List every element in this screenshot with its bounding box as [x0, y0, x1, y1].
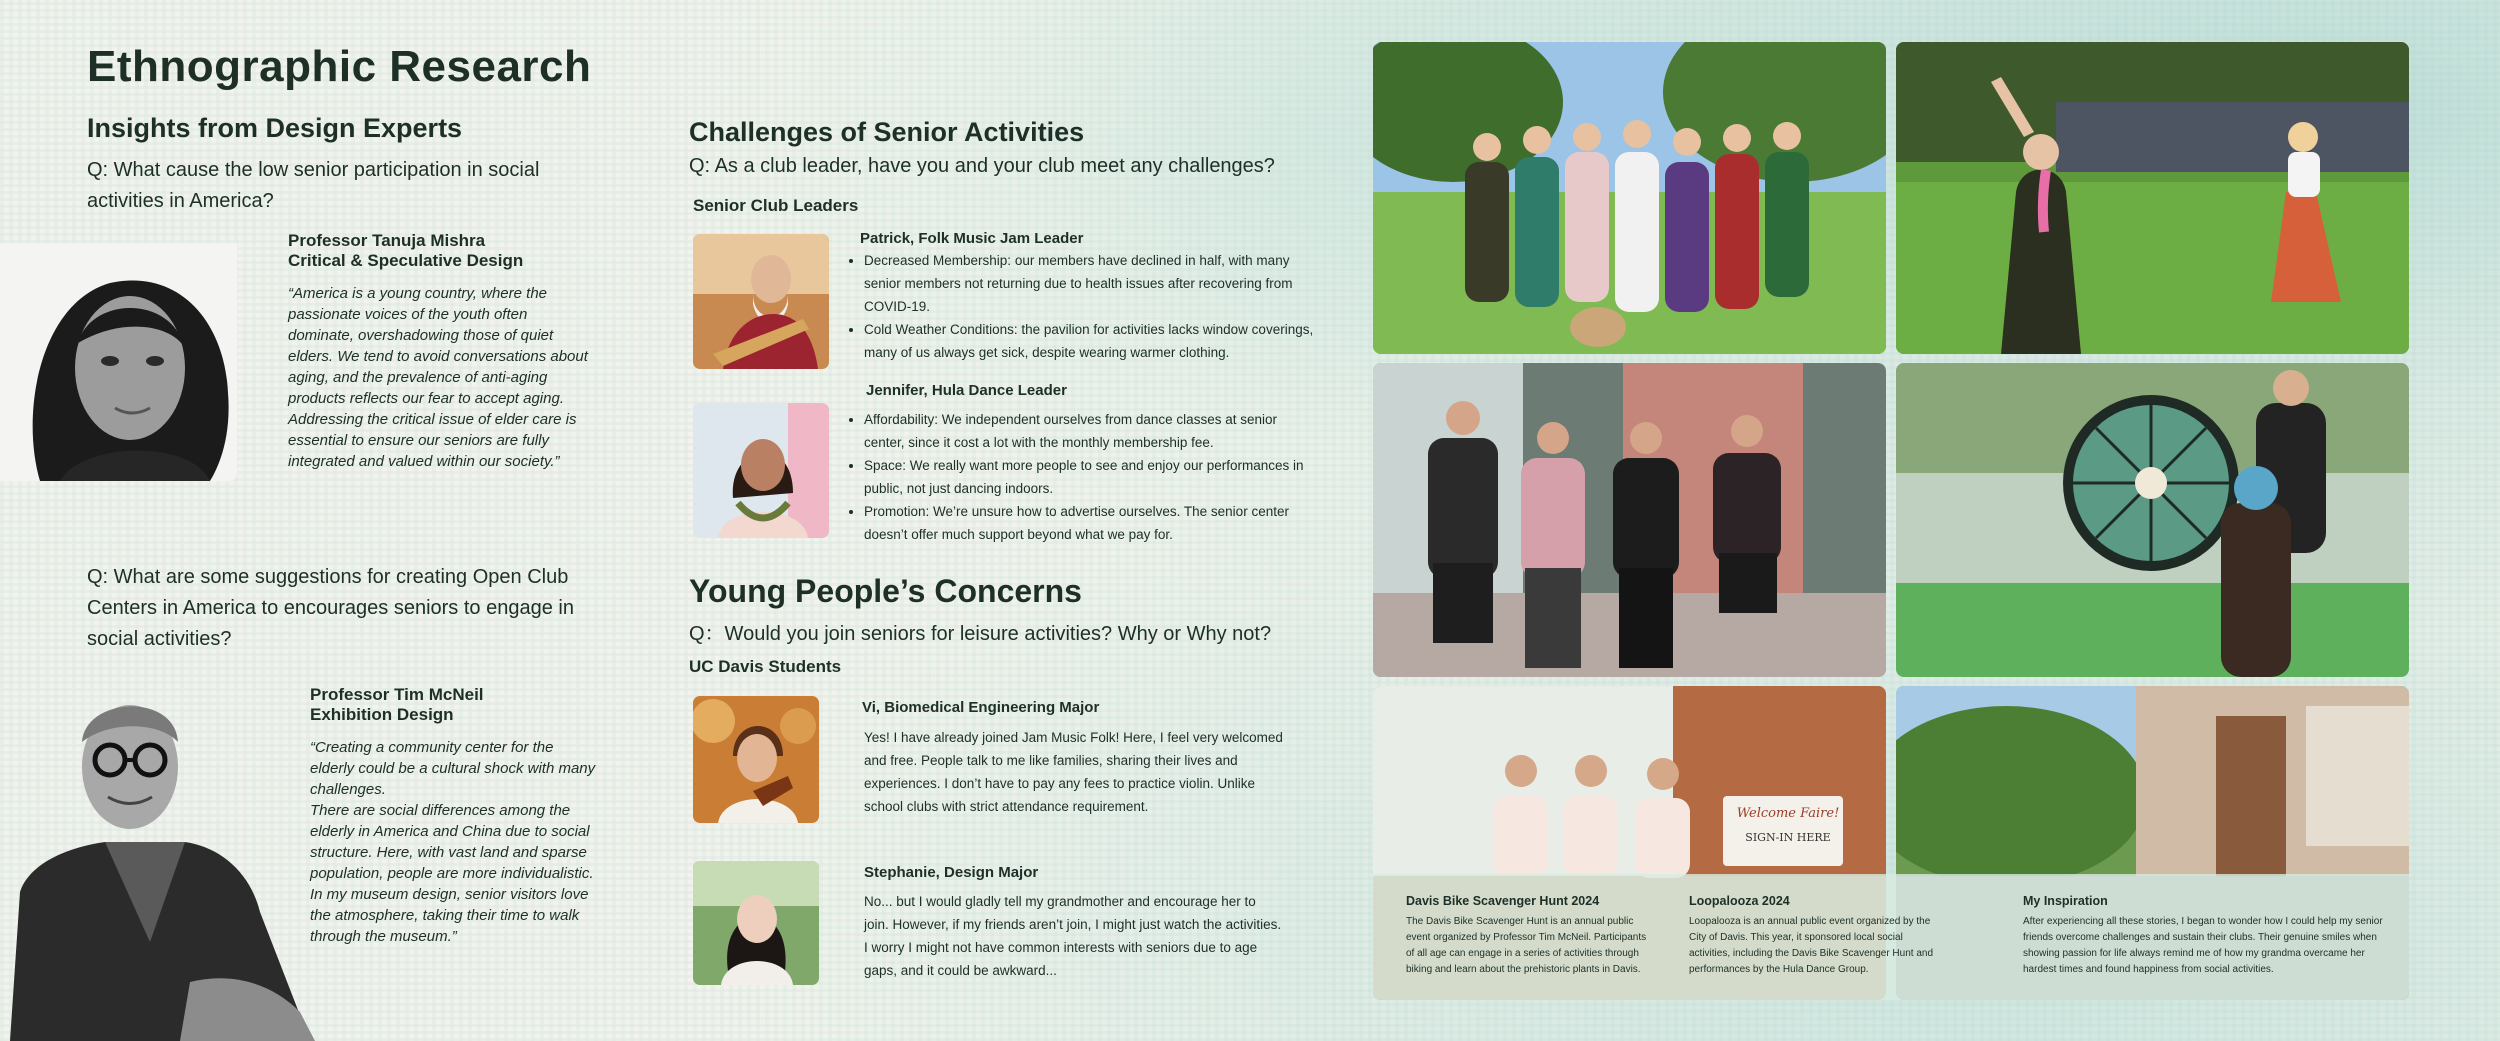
prof1-name: Professor Tanuja Mishra [288, 231, 486, 250]
jennifer-point: • Space: We really want more people to see and enjoy our performances in public, not just dancing indoors. [864, 454, 1314, 500]
caption-text: After experiencing all these stories, I began to wonder how I could help my senior friends overcome challenges and sustain their clubs. Their genuine smiles when showing passion for life always remind me of how my grandma overcame her hardest times and found happiness from social activities. [2023, 916, 2383, 975]
question-2: Q: What are some suggestions for creating Open Club Centers in America to encourages seniors to engage in social activities? [87, 566, 574, 650]
caption-inspiration [2023, 894, 2383, 978]
senior-leaders-label: Senior Club Leaders [693, 196, 859, 215]
leader-jennifer-points [850, 408, 1314, 546]
prof2-quote-part1: “Creating a community center for the elderly could be a cultural shock with many challenges. [310, 739, 596, 798]
prof2-quote-part3: In my museum design, senior visitors love the atmosphere, taking their time to walk through the museum.” [310, 886, 589, 945]
photo-hula-group [1373, 42, 1886, 354]
prof1-quote-part1: “America is a young country, where the passionate voices of the youth often dominate, overshadowing those of quiet elders. We tend to avoid conversations about aging, and the prevalence of anti-aging products reflects our fear to accept aging. [288, 285, 588, 407]
jennifer-point: • Affordability: We independent ourselves from dance classes at senior center, since it cost a lot with the monthly membership fee. [864, 408, 1314, 454]
prof2-role: Exhibition Design [310, 705, 454, 724]
photo-hula-dance [1896, 42, 2409, 354]
photo-patrick [693, 234, 829, 369]
photo-stephanie [693, 861, 819, 985]
caption-text: The Davis Bike Scavenger Hunt is an annual public event organized by Professor Tim McNeil. Participants of all age can engage in a series of activities through biking and learn about the prehistoric plants in Davis. [1406, 916, 1647, 975]
sign-welcome: Welcome Faire! [1736, 806, 1840, 821]
caption-bike-hunt [1406, 894, 1656, 978]
jennifer-point: • Promotion: We’re unsure how to advertise ourselves. The senior center doesn’t offer much support beyond what we pay for. [864, 500, 1314, 546]
leader-patrick-name: Patrick, Folk Music Jam Leader [860, 230, 1084, 247]
experts-heading: Insights from Design Experts [87, 113, 463, 143]
students-label: UC Davis Students [689, 657, 842, 676]
prof2-quote-part2: There are social differences among the elderly in America and China due to social structure. Here, with vast land and sparse population, people are more individualistic. [310, 802, 594, 882]
caption-text: Loopalooza is an annual public event organized by the City of Davis. This year, it sponsored local social activities, including the Davis Bike Scavenger Hunt and performances by the Hula Dance Group. [1689, 916, 1934, 975]
photo-jennifer [693, 403, 829, 538]
student-vi-text: Yes! I have already joined Jam Music Folk! Here, I feel very welcomed and free. People talk to me like families, sharing their lives and experiences. I don’t have to pay any fees to practice violin. Unlike school clubs with strict attendance requirement. [864, 730, 1283, 814]
prof1-quote-part2: Addressing the critical issue of elder care is essential to ensure our seniors are fully integrated and valued within our society.” [288, 411, 577, 470]
sign-sign-in: SIGN-IN HERE [1745, 831, 1831, 844]
caption-title: Davis Bike Scavenger Hunt 2024 [1406, 894, 1600, 908]
portrait-tim-mcneil [10, 682, 315, 1041]
challenges-heading: Challenges of Senior Activities [689, 117, 1085, 147]
prof1-quote [288, 283, 588, 472]
student-stephanie-name: Stephanie, Design Major [864, 864, 1039, 881]
question-1: Q: What cause the low senior participation in social activities in America? [87, 159, 540, 212]
prof1-role: Critical & Speculative Design [288, 251, 524, 270]
patrick-point: • Cold Weather Conditions: the pavilion for activities lacks window coverings, many of us always get sick, despite wearing warmer clothing. [864, 318, 1314, 364]
portrait-tanuja-mishra [0, 243, 237, 481]
photo-four-women [1373, 363, 1886, 677]
young-question: Q：Would you join seniors for leisure activities? Why or Why not? [689, 623, 1272, 645]
photo-vi [693, 696, 819, 823]
leader-patrick-points [850, 249, 1314, 364]
caption-title: Loopalooza 2024 [1689, 894, 1790, 908]
prof2-quote [310, 737, 600, 947]
student-stephanie-text: No... but I would gladly tell my grandmother and encourage her to join. However, if my friends aren’t join, I might just watch the activities. I worry I might not have common interests with seniors due to age gaps, and it could be awkward... [864, 894, 1282, 978]
young-heading: Young People’s Concerns [689, 573, 1082, 609]
sign-in-sign [1733, 806, 1843, 844]
caption-title: My Inspiration [2023, 894, 2108, 908]
prof2-name: Professor Tim McNeil [310, 685, 484, 704]
photo-prize-wheel [1896, 363, 2409, 677]
challenges-question: Q: As a club leader, have you and your club meet any challenges? [689, 155, 1275, 177]
leader-jennifer-name: Jennifer, Hula Dance Leader [866, 382, 1067, 399]
caption-loopalooza [1689, 894, 1939, 978]
patrick-point: • Decreased Membership: our members have declined in half, with many senior members not returning due to health issues after recovering from COVID-19. [864, 249, 1314, 318]
page-title: Ethnographic Research [87, 42, 592, 91]
student-vi-name: Vi, Biomedical Engineering Major [862, 699, 1100, 716]
